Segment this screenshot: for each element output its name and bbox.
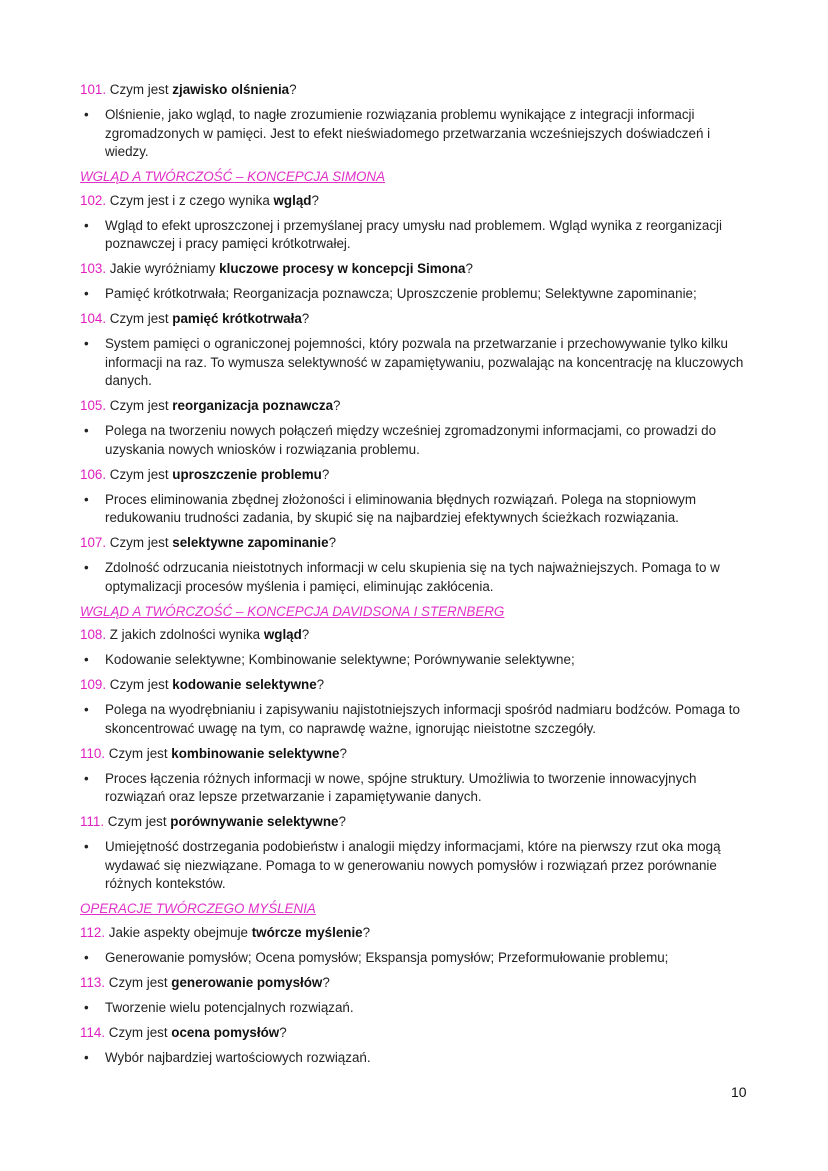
question-number: 101.	[80, 82, 107, 97]
question-end: ?	[316, 677, 325, 692]
question-number: 114.	[80, 1024, 106, 1040]
bullet-icon: •	[84, 770, 89, 786]
bullet-answer	[80, 559, 752, 596]
question	[80, 676, 752, 695]
question-term: selektywne zapominanie	[172, 535, 329, 550]
question-number: 102.	[80, 192, 107, 208]
question	[80, 192, 752, 211]
question-text: Czym jest	[106, 466, 173, 482]
question	[80, 626, 752, 645]
question-end: ?	[311, 192, 319, 208]
bullet-icon: •	[84, 286, 89, 301]
document-body	[80, 81, 752, 1074]
question	[80, 534, 752, 553]
question-text: Czym jest	[105, 974, 172, 990]
question-end: ?	[279, 1024, 287, 1040]
bullet-answer	[80, 1049, 752, 1068]
question-number: 110.	[80, 745, 106, 761]
question-end: ?	[338, 814, 346, 829]
question-number: 106.	[80, 466, 107, 482]
bullet-icon: •	[84, 560, 89, 575]
question-number: 105.	[80, 398, 107, 413]
section-heading: OPERACJE TWÓRCZEGO MYŚLENIA	[80, 901, 316, 916]
question-term: pamięć krótkotrwała	[172, 311, 302, 326]
question	[80, 310, 752, 329]
question-text: Czym jest	[105, 745, 172, 761]
bullet-answer	[80, 651, 752, 670]
question	[80, 924, 752, 943]
question-term: kombinowanie selektywne	[171, 745, 340, 761]
section-heading: WGLĄD A TWÓRCZOŚĆ – KONCEPCJA SIMONA	[80, 169, 386, 184]
question-number: 111.	[80, 814, 105, 829]
question	[80, 260, 752, 279]
question-end: ?	[328, 535, 337, 550]
question-term: wgląd	[273, 192, 312, 208]
question-term: reorganizacja poznawcza	[172, 398, 334, 413]
bullet-icon: •	[84, 217, 89, 233]
bullet-icon: •	[84, 336, 89, 351]
answer-text: Tworzenie wielu potencjalnych rozwiązań.	[105, 999, 354, 1015]
answer-text: Kodowanie selektywne; Kombinowanie selektywne; Porównywanie selektywne;	[105, 652, 575, 667]
section-heading: WGLĄD A TWÓRCZOŚĆ – KONCEPCJA DAVIDSONA I STERNBERG	[80, 603, 505, 619]
question-number: 112.	[80, 924, 106, 940]
question-text: Czym jest	[106, 677, 173, 692]
question	[80, 813, 752, 832]
question-end: ?	[322, 974, 330, 990]
question-term: porównywanie selektywne	[170, 814, 339, 829]
question-term: kluczowe procesy w koncepcji Simona	[219, 261, 466, 276]
question-number: 113.	[80, 974, 106, 990]
answer-text: Zdolność odrzucania nieistotnych informacji w celu skupienia się na tych najważniejszych. Pomaga to w optymalizacji procesów myślenia i pamięci, eliminując zakłócenia.	[105, 560, 720, 594]
answer-text: Wybór najbardziej wartościowych rozwiązań.	[105, 1049, 371, 1065]
bullet-answer	[80, 949, 752, 968]
question	[80, 1024, 752, 1043]
question-text: Czym jest	[106, 398, 173, 413]
question-text: Jakie wyróżniamy	[106, 261, 220, 276]
answer-text: Wgląd to efekt uproszczonej i przemyślanej pracy umysłu nad problemem. Wgląd wynika z reorganizacji poznawczej i pracy pamięci krótkotrwałej.	[105, 217, 722, 251]
bullet-icon: •	[84, 423, 89, 438]
question	[80, 397, 752, 416]
question-text: Czym jest i z czego wynika	[106, 192, 274, 208]
answer-text: Generowanie pomysłów; Ocena pomysłów; Ekspansja pomysłów; Przeformułowanie problemu;	[105, 949, 669, 965]
question	[80, 81, 752, 100]
question-term: kodowanie selektywne	[172, 677, 317, 692]
question-number: 104.	[80, 311, 107, 326]
bullet-icon: •	[84, 107, 89, 122]
answer-text: System pamięci o ograniczonej pojemności, który pozwala na przetwarzanie i przechowywanie tylko kilku informacji na raz. To wymusza selektywność w zapamiętywaniu, pozwalając na koncentrację na kluczowych danych.	[105, 336, 744, 388]
question	[80, 745, 752, 764]
question-term: twórcze myślenie	[251, 924, 363, 940]
question-text: Czym jest	[106, 82, 173, 97]
question-text: Jakie aspekty obejmuje	[105, 924, 252, 940]
question-text: Czym jest	[104, 814, 171, 829]
bullet-answer	[80, 838, 752, 894]
question-term: zjawisko olśnienia	[172, 82, 290, 97]
question-end: ?	[289, 82, 297, 97]
question-end: ?	[333, 398, 341, 413]
answer-text: Olśnienie, jako wgląd, to nagłe zrozumienie rozwiązania problemu wynikające z integracji informacji zgromadzonych w pamięci. Jest to efekt nieświadomego przetwarzania wcześniejszych doświadczeń i wiedzy.	[105, 107, 711, 159]
bullet-icon: •	[84, 491, 89, 507]
answer-text: Polega na tworzeniu nowych połączeń między wcześniej zgromadzonymi informacjami, co prowadzi do uzyskania nowych wniosków i rozwiązania problemu.	[105, 423, 717, 457]
question-end: ?	[301, 627, 310, 642]
question-number: 108.	[80, 627, 107, 642]
bullet-answer	[80, 217, 752, 254]
question-end: ?	[339, 745, 347, 761]
question	[80, 974, 752, 993]
bullet-icon: •	[84, 999, 89, 1015]
question-end: ?	[465, 261, 473, 276]
bullet-icon: •	[84, 1049, 89, 1065]
bullet-answer	[80, 422, 752, 459]
question-text: Z jakich zdolności wynika	[106, 627, 264, 642]
question-term: wgląd	[263, 627, 302, 642]
question-text: Czym jest	[106, 535, 173, 550]
question-end: ?	[321, 466, 330, 482]
question	[80, 466, 752, 485]
question-number: 103.	[80, 261, 107, 276]
question-end: ?	[301, 311, 310, 326]
question-text: Czym jest	[105, 1024, 172, 1040]
bullet-answer	[80, 770, 752, 807]
bullet-icon: •	[84, 652, 89, 667]
question-number: 109.	[80, 677, 107, 692]
question-term: uproszczenie problemu	[172, 466, 322, 482]
answer-text: Proces łączenia różnych informacji w nowe, spójne struktury. Umożliwia to tworzenie innowacyjnych rozwiązań oraz lepsze przetwarzanie i zapamiętywanie danych.	[105, 770, 697, 804]
bullet-answer	[80, 335, 752, 391]
bullet-answer	[80, 285, 752, 304]
answer-text: Umiejętność dostrzegania podobieństw i analogii między informacjami, które na pierwszy rzut oka mogą wydawać się niezwiązane. Pomaga to w generowaniu nowych pomysłów i rozwiązań przez porównanie różnych kontekstów.	[105, 839, 721, 891]
question-term: ocena pomysłów	[171, 1024, 280, 1040]
question-term: generowanie pomysłów	[171, 974, 323, 990]
bullet-icon: •	[84, 839, 89, 854]
question-text: Czym jest	[106, 311, 173, 326]
answer-text: Pamięć krótkotrwała; Reorganizacja poznawcza; Uproszczenie problemu; Selektywne zapominanie;	[105, 286, 697, 301]
bullet-icon: •	[84, 949, 89, 965]
bullet-answer	[80, 701, 752, 738]
bullet-icon: •	[84, 702, 89, 717]
answer-text: Proces eliminowania zbędnej złożoności i eliminowania błędnych rozwiązań. Polega na stopniowym redukowaniu trudności zadania, by skupić się na najbardziej efektywnych ścieżkach rozwiązania.	[105, 491, 696, 525]
question-end: ?	[362, 924, 371, 940]
bullet-answer	[80, 106, 752, 162]
bullet-answer	[80, 491, 752, 528]
bullet-answer	[80, 999, 752, 1018]
question-number: 107.	[80, 535, 107, 550]
answer-text: Polega na wyodrębnianiu i zapisywaniu najistotniejszych informacji spośród nadmiaru bodźców. Pomaga to skoncentrować uwagę na tym, co naprawdę ważne, ignorując nieistotne szczegóły.	[105, 702, 740, 736]
page-number: 10	[731, 1084, 747, 1100]
